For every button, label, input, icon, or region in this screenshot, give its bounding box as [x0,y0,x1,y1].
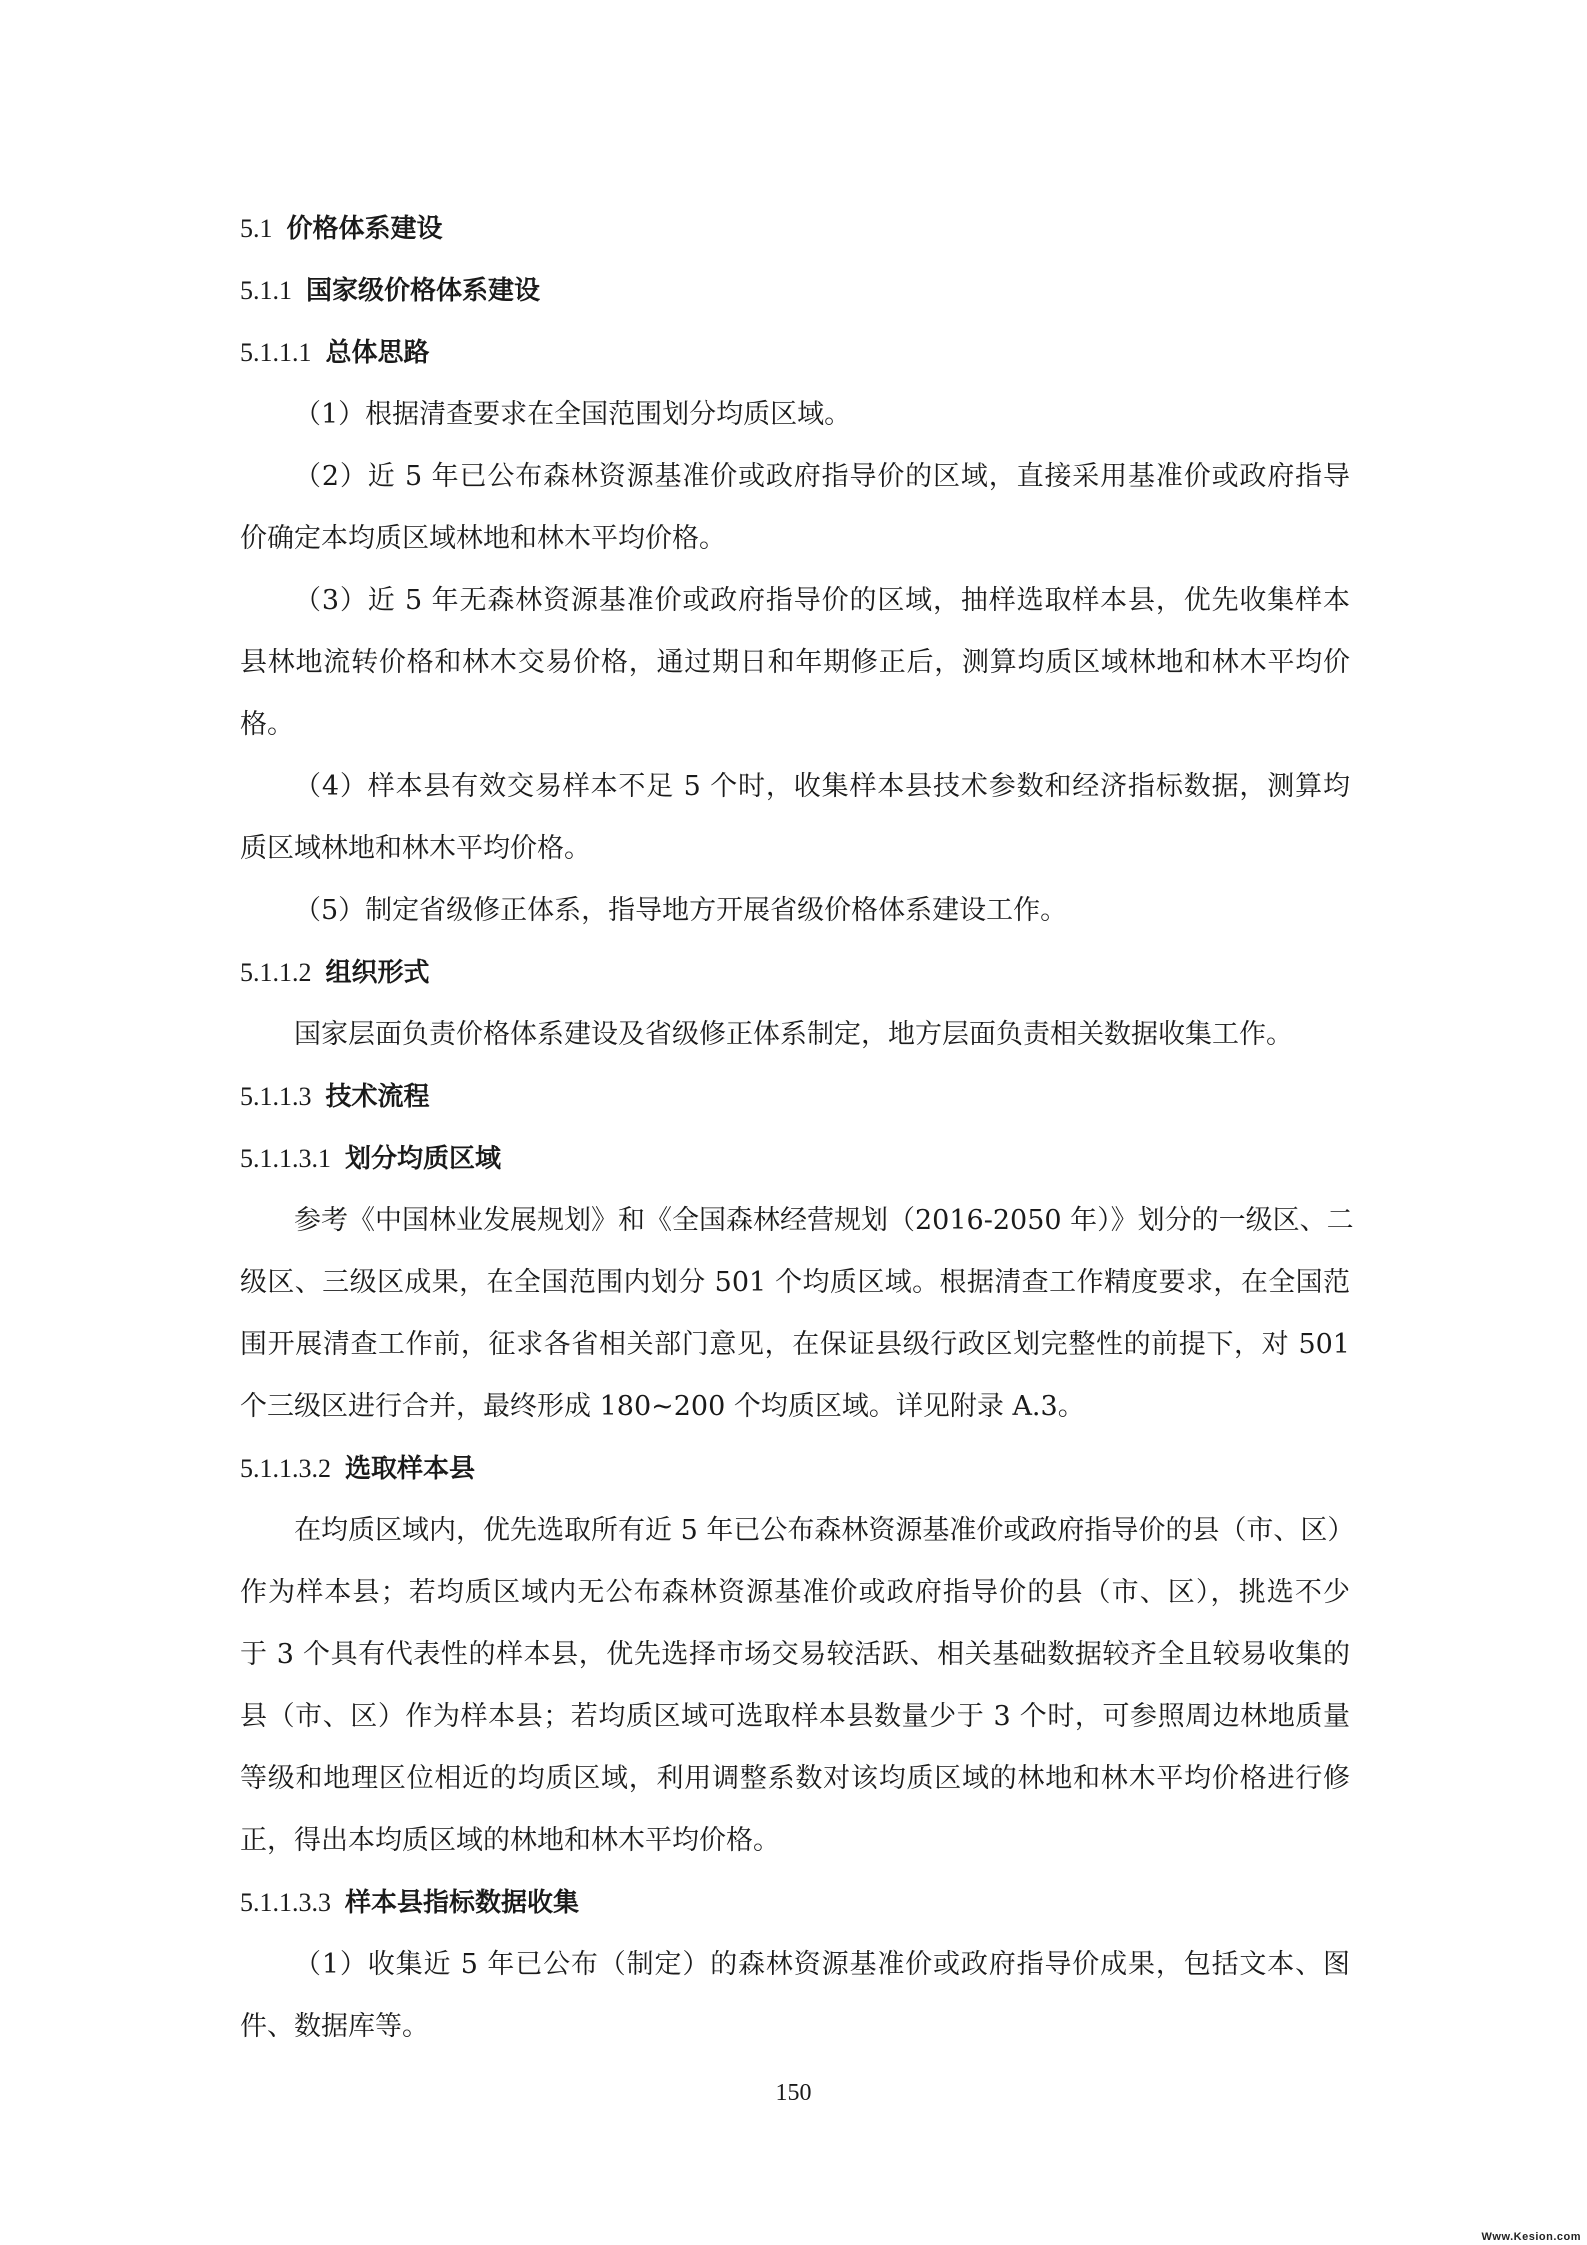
text-line: 质区域林地和林木平均价格。 [240,833,591,864]
text-line: 作为样本县；若均质区域内无公布森林资源基准价或政府指导价的县（市、区），挑选不少 [240,1577,1350,1608]
heading-number: 5.1.1.1 [240,338,312,367]
heading-text: 样本县指标数据收集 [345,1888,580,1918]
page-number: 150 [775,2080,812,2106]
heading-text: 选取样本县 [345,1454,476,1484]
heading-5-1-1-3-1 [240,1128,1350,1190]
heading-5-1-1 [240,260,1350,322]
heading-number: 5.1.1.3.3 [240,1888,331,1917]
heading-5-1-1-3-2 [240,1438,1350,1500]
text-line: 价确定本均质区域林地和林木平均价格。 [240,523,726,554]
watermark-text: Www.Kesion.com [1481,2231,1581,2243]
text-line: （1）根据清查要求在全国范围划分均质区域。 [294,399,852,430]
text-line: 县林地流转价格和林木交易价格，通过期日和年期修正后，测算均质区域林地和林木平均价 [240,647,1350,678]
text-line: 在均质区域内，优先选取所有近 5 年已公布森林资源基准价或政府指导价的县（市、区） [294,1515,1355,1546]
heading-5-1 [240,198,1350,260]
text-line: 国家层面负责价格体系建设及省级修正体系制定，地方层面负责相关数据收集工作。 [294,1019,1293,1050]
heading-5-1-1-3-3 [240,1872,1350,1934]
paragraph-overall-4 [240,756,1350,880]
heading-text: 技术流程 [325,1082,430,1112]
heading-5-1-1-3 [240,1066,1350,1128]
text-line: 件、数据库等。 [240,2011,429,2042]
document-body [240,198,1355,2058]
text-line: 级区、三级区成果，在全国范围内划分 501 个均质区域。根据清查工作精度要求，在全国范 [240,1267,1350,1298]
paragraph-overall-1 [240,384,1350,446]
text-line: 等级和地理区位相近的均质区域，利用调整系数对该均质区域的林地和林木平均价格进行修 [240,1763,1350,1794]
text-line: 围开展清查工作前，征求各省相关部门意见，在保证县级行政区划完整性的前提下，对 501 [240,1329,1350,1360]
paragraph-overall-5 [240,880,1350,942]
paragraph-overall-3 [240,570,1350,756]
text-line: （2）近 5 年已公布森林资源基准价或政府指导价的区域，直接采用基准价或政府指导 [294,461,1350,492]
heading-5-1-1-2 [240,942,1350,1004]
heading-text: 划分均质区域 [345,1144,502,1174]
paragraph-sample-county [240,1500,1355,1872]
heading-text: 总体思路 [325,338,430,368]
text-line: 格。 [240,709,294,740]
heading-number: 5.1.1 [240,276,292,305]
heading-text: 价格体系建设 [286,214,443,244]
paragraph-zoning [240,1190,1354,1438]
paragraph-overall-2 [240,446,1350,570]
heading-text: 组织形式 [325,958,430,988]
heading-number: 5.1 [240,214,273,243]
text-line: 参考《中国林业发展规划》和《全国森林经营规划（2016-2050 年）》划分的一级区、二 [294,1205,1354,1236]
heading-5-1-1-1 [240,322,1350,384]
heading-text: 国家级价格体系建设 [306,276,541,306]
heading-number: 5.1.1.3.1 [240,1144,331,1173]
text-line: 于 3 个具有代表性的样本县，优先选择市场交易较活跃、相关基础数据较齐全且较易收集的 [240,1639,1350,1670]
text-line: 个三级区进行合并，最终形成 180~200 个均质区域。详见附录 A.3。 [240,1391,1085,1422]
heading-number: 5.1.1.3 [240,1082,312,1111]
heading-number: 5.1.1.2 [240,958,312,987]
paragraph-organization [240,1004,1350,1066]
text-line: （4）样本县有效交易样本不足 5 个时，收集样本县技术参数和经济指标数据，测算均 [294,771,1350,802]
text-line: 县（市、区）作为样本县；若均质区域可选取样本县数量少于 3 个时，可参照周边林地质量 [240,1701,1350,1732]
text-line: （1）收集近 5 年已公布（制定）的森林资源基准价或政府指导价成果，包括文本、图 [294,1949,1350,1980]
text-line: （3）近 5 年无森林资源基准价或政府指导价的区域，抽样选取样本县，优先收集样本 [294,585,1350,616]
text-line: （5）制定省级修正体系，指导地方开展省级价格体系建设工作。 [294,895,1068,926]
heading-number: 5.1.1.3.2 [240,1454,331,1483]
text-line: 正，得出本均质区域的林地和林木平均价格。 [240,1825,780,1856]
paragraph-data-collection [240,1934,1350,2058]
